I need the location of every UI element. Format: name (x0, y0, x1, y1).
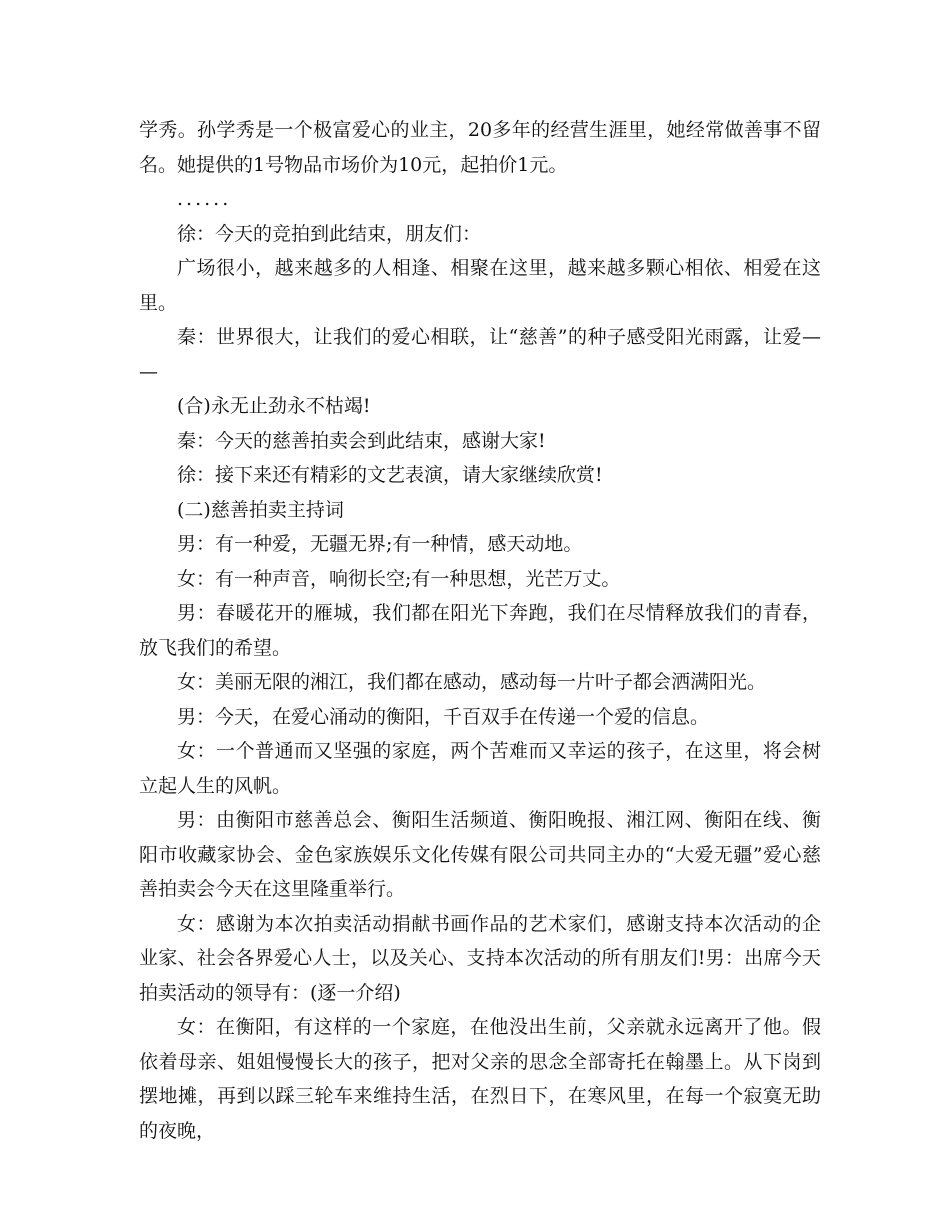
paragraph: 男：有一种爱，无疆无界;有一种情，感天动地。 (177, 533, 583, 555)
paragraph: 广场很小，越来越多的人相逢、相聚在这里，越来越多颗心相依、相爱在这里。 (139, 257, 821, 314)
paragraph: 男：由衡阳市慈善总会、衡阳生活频道、衡阳晚报、湘江网、衡阳在线、衡阳市收藏家协会、金色家族娱乐文化传媒有限公司共同主办的“大爱无疆”爱心慈善拍卖会今天在这里隆重举行。 (139, 809, 821, 900)
paragraph-intro-continuation: 学秀。孙学秀是一个极富爱心的业主，20多年的经营生涯里，她经常做善事不留名。她提供的1号物品市场价为10元，起拍价1元。 (139, 119, 821, 176)
paragraph: 女：在衡阳，有这样的一个家庭，在他没出生前，父亲就永远离开了他。假依着母亲、姐姐慢慢长大的孩子，把对父亲的思念全部寄托在翰墨上。从下岗到摆地摊，再到以踩三轮车来维持生活，在烈日下，在寒风里，在每一个寂寞无助的夜晚， (139, 1016, 821, 1142)
document-body (139, 113, 821, 1148)
paragraph: 女：有一种声音，响彻长空;有一种思想，光芒万丈。 (177, 567, 621, 590)
section-heading: (二)慈善拍卖主持词 (177, 498, 344, 521)
paragraph: 男：今天，在爱心涌动的衡阳，千百双手在传递一个爱的信息。 (177, 705, 710, 728)
paragraph: 女：一个普通而又坚强的家庭，两个苦难而又幸运的孩子，在这里，将会树立起人生的风帆。 (139, 740, 821, 797)
paragraph: 男：春暖花开的雁城，我们都在阳光下奔跑，我们在尽情释放我们的青春，放飞我们的希望。 (139, 602, 821, 659)
paragraph: (合)永无止劲永不枯竭! (177, 395, 371, 417)
paragraph: 女：美丽无限的湘江，我们都在感动，感动每一片叶子都会洒满阳光。 (177, 671, 767, 693)
ellipsis-separator: ...... (177, 188, 232, 210)
paragraph: 秦：今天的慈善拍卖会到此结束，感谢大家! (177, 429, 546, 452)
paragraph: 秦：世界很大，让我们的爱心相联，让“慈善”的种子感受阳光雨露，让爱—— (139, 326, 821, 383)
paragraph: 徐：今天的竞拍到此结束，朋友们： (177, 222, 482, 245)
paragraph: 徐：接下来还有精彩的文艺表演，请大家继续欣赏! (177, 464, 603, 486)
paragraph: 女：感谢为本次拍卖活动捐献书画作品的艺术家们，感谢支持本次活动的企业家、社会各界爱心人士，以及关心、支持本次活动的所有朋友们!男：出席今天拍卖活动的领导有：(逐一介绍) (139, 912, 821, 1004)
